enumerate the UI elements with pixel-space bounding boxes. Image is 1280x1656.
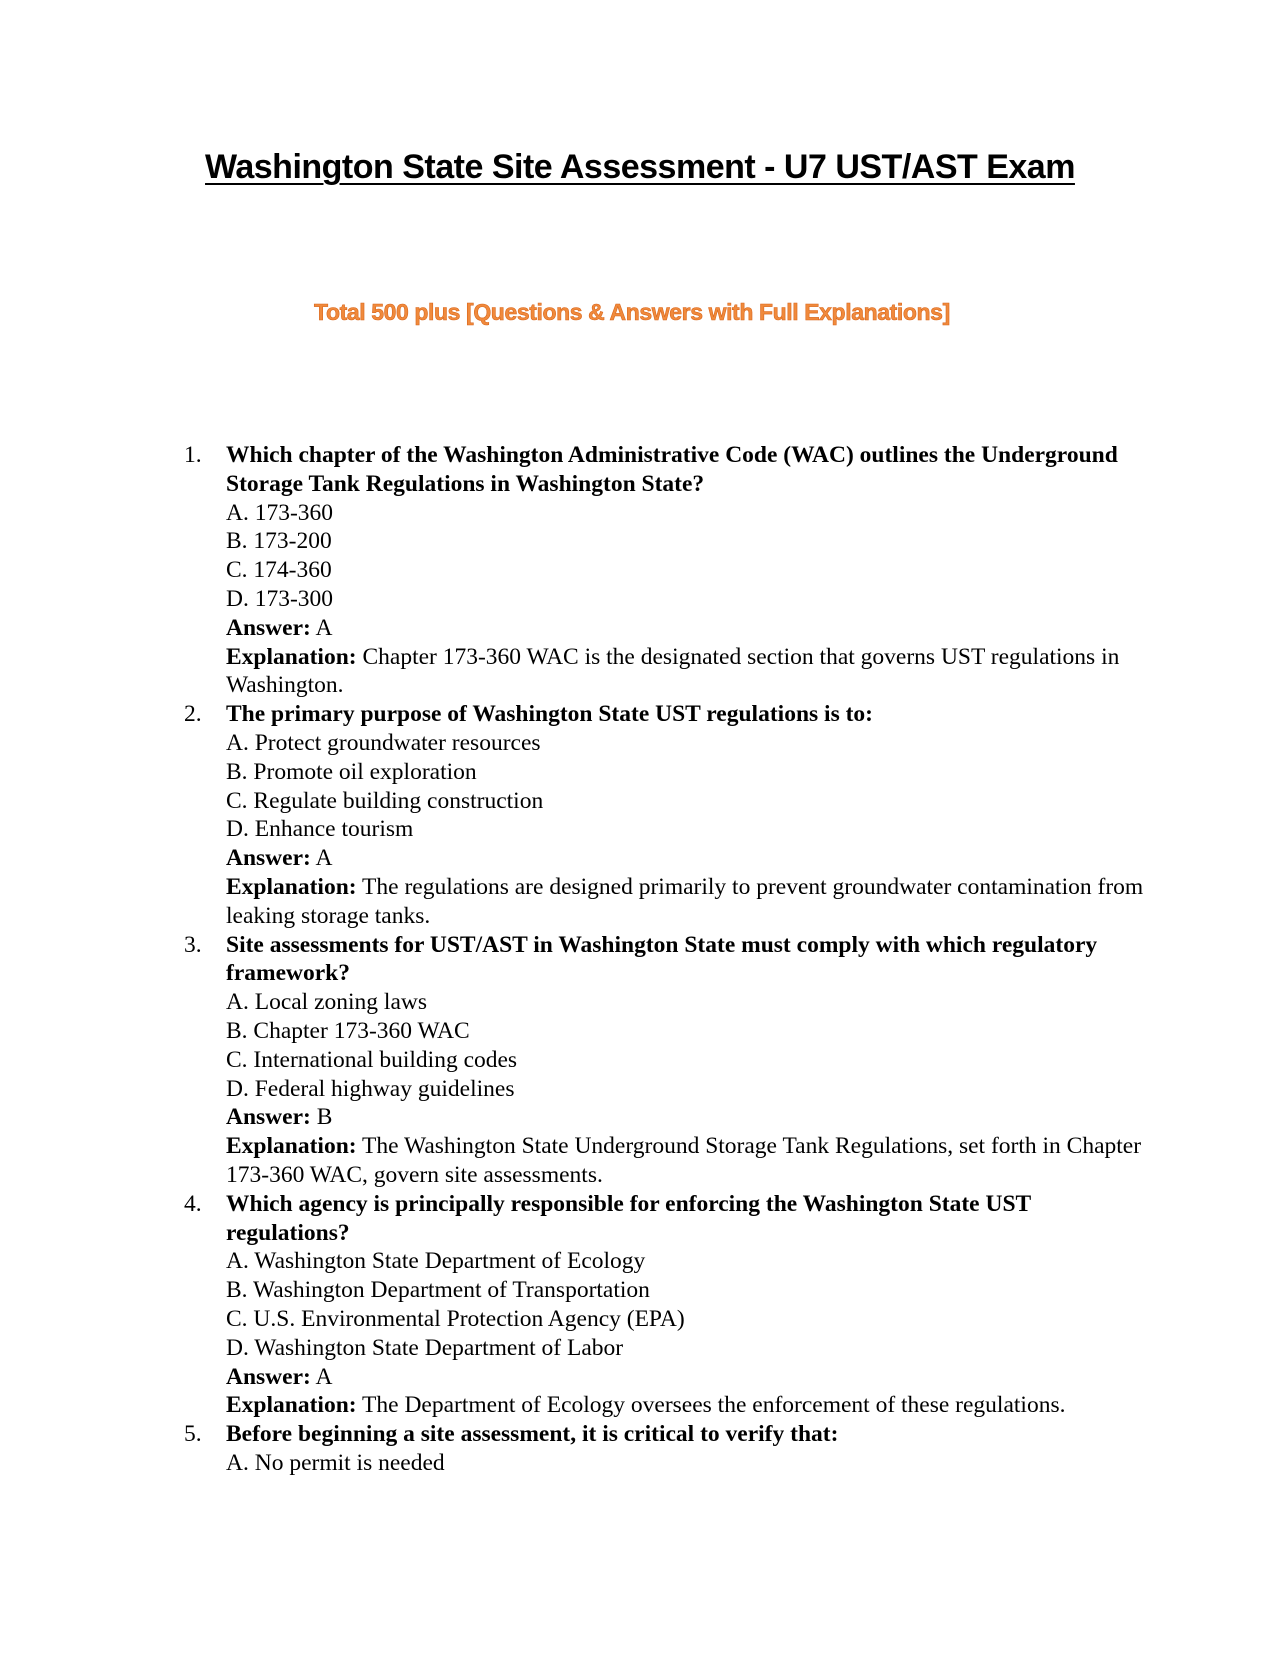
question-text: Which chapter of the Washington Administrative Code (WAC) outlines the Underground Storage Tank Regulations in Washington State? — [226, 442, 1118, 497]
question-item — [184, 931, 1144, 1190]
explanation-line — [226, 643, 1144, 701]
question-list — [184, 441, 1144, 1478]
question-text: Which agency is principally responsible for enforcing the Washington State UST regulations? — [226, 1190, 1031, 1246]
answer-line — [226, 1363, 1144, 1392]
explanation-text: The Department of Ecology oversees the enforcement of these regulations. — [362, 1392, 1066, 1419]
question-number: 5. — [184, 1421, 202, 1448]
answer-label: Answer: — [226, 1363, 311, 1390]
explanation-text: The Washington State Underground Storage Tank Regulations, set forth in Chapter 173-360 WAC, govern site assessments. — [226, 1133, 1142, 1188]
explanation-line — [226, 873, 1144, 931]
answer-value: B — [316, 1104, 333, 1131]
answer-option: C. Regulate building construction — [226, 787, 544, 814]
answer-option: A. 173-360 — [226, 499, 334, 526]
explanation-label: Explanation: — [226, 873, 357, 900]
answer-option: C. 174-360 — [226, 557, 332, 584]
explanation-text: The regulations are designed primarily to prevent groundwater contamination from leaking storage tanks. — [226, 873, 1144, 929]
document-subtitle: Total 500 plus [Questions & Answers with Full Explanations] — [314, 299, 950, 325]
question-number: 2. — [184, 701, 202, 728]
answer-option: B. Chapter 173-360 WAC — [226, 1017, 470, 1044]
question-item — [184, 1190, 1144, 1420]
answer-value: A — [315, 845, 333, 872]
answer-label: Answer: — [226, 614, 311, 641]
answer-line — [226, 614, 1144, 643]
answer-option: B. 173-200 — [226, 528, 332, 555]
answer-option: A. Local zoning laws — [226, 989, 428, 1016]
question-text: The primary purpose of Washington State UST regulations is to: — [226, 701, 873, 728]
explanation-line — [226, 1132, 1144, 1190]
question-number: 4. — [184, 1190, 202, 1217]
question-text: Site assessments for UST/AST in Washington State must comply with which regulatory framework? — [226, 931, 1098, 987]
explanation-text: Chapter 173-360 WAC is the designated section that governs UST regulations in Washington. — [226, 643, 1120, 699]
answer-value: A — [315, 614, 333, 641]
answer-option: B. Promote oil exploration — [226, 758, 477, 785]
explanation-line — [226, 1391, 1144, 1420]
answer-option: C. U.S. Environmental Protection Agency (EPA) — [226, 1305, 685, 1332]
answer-option: A. Washington State Department of Ecology — [226, 1248, 646, 1275]
document-title: Washington State Site Assessment - U7 UST/AST Exam — [205, 148, 1075, 186]
question-item — [184, 441, 1144, 700]
answer-value: A — [315, 1363, 333, 1390]
answer-option: D. Federal highway guidelines — [226, 1075, 515, 1102]
answer-line — [226, 1103, 1144, 1132]
question-item — [184, 700, 1144, 930]
question-item — [184, 1420, 1144, 1478]
answer-label: Answer: — [226, 1104, 311, 1131]
question-number: 1. — [184, 442, 202, 468]
answer-option: A. No permit is needed — [226, 1449, 445, 1476]
answer-option: D. 173-300 — [226, 585, 334, 612]
answer-label: Answer: — [226, 845, 311, 872]
explanation-label: Explanation: — [226, 1133, 357, 1160]
answer-option: D. Enhance tourism — [226, 816, 414, 843]
answer-option: A. Protect groundwater resources — [226, 729, 541, 756]
explanation-label: Explanation: — [226, 1392, 357, 1419]
answer-option: D. Washington State Department of Labor — [226, 1334, 624, 1361]
question-number: 3. — [184, 931, 202, 958]
answer-line — [226, 844, 1144, 873]
answer-option: C. International building codes — [226, 1046, 518, 1073]
explanation-label: Explanation: — [226, 643, 357, 670]
question-text: Before beginning a site assessment, it is critical to verify that: — [226, 1421, 839, 1448]
answer-option: B. Washington Department of Transportation — [226, 1277, 650, 1304]
